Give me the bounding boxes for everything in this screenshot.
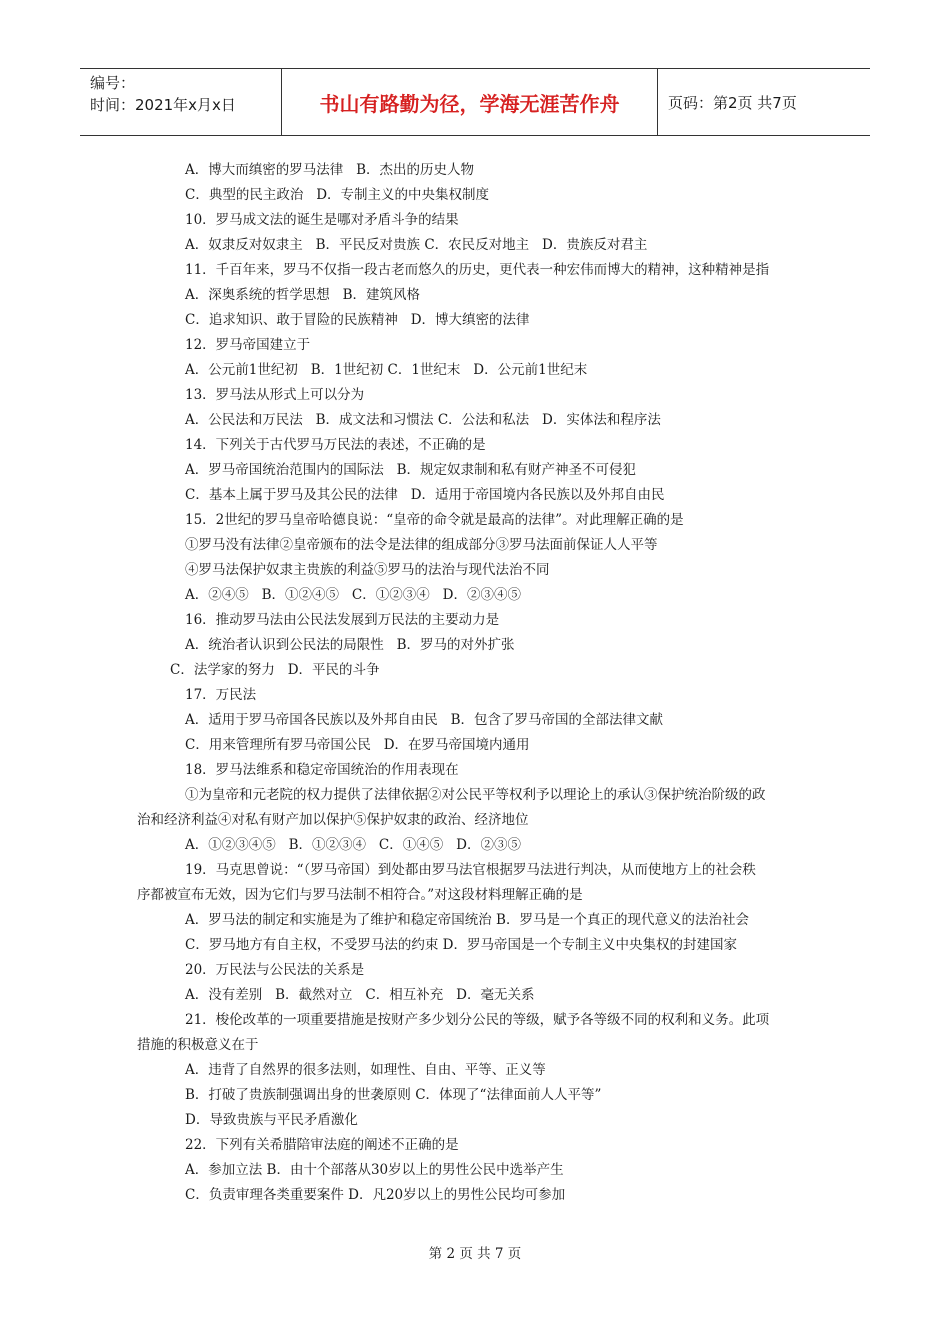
text-line: C．追求知识、敢于冒险的民族精神 D．博大缜密的法律 xyxy=(185,312,530,328)
text-line: A．适用于罗马帝国各民族以及外邦自由民 B．包含了罗马帝国的全部法律文献 xyxy=(185,712,664,728)
number-label: 编号： xyxy=(90,74,136,92)
text-line: A．公元前1世纪初 B．1世纪初 C．1世纪末 D．公元前1世纪末 xyxy=(185,362,588,378)
text-line: ①为皇帝和元老院的权力提供了法律依据②对公民平等权利予以理论上的承认③保护统治阶级的政 xyxy=(185,787,766,803)
text-line: 11．千百年来，罗马不仅指一段古老而悠久的历史，更代表一种宏伟而博大的精神，这种精神是指 xyxy=(185,262,770,278)
text-line: C．罗马地方有自主权，不受罗马法的约束 D．罗马帝国是一个专制主义中央集权的封建国家 xyxy=(185,937,737,953)
page-footer: 第 2 页 共 7 页 xyxy=(428,1246,522,1262)
text-line: A．统治者认识到公民法的局限性 B．罗马的对外扩张 xyxy=(185,637,515,653)
text-line: A．博大而缜密的罗马法律 B．杰出的历史人物 xyxy=(185,162,475,178)
text-line: ④罗马法保护奴隶主贵族的利益⑤罗马的法治与现代法治不同 xyxy=(185,562,550,578)
text-line: 13．罗马法从形式上可以分为 xyxy=(185,387,365,403)
header-motto: 书山有路勤为径，学海无涯苦作舟 xyxy=(282,69,658,135)
page-header xyxy=(80,68,870,136)
text-line: D．导致贵族与平民矛盾激化 xyxy=(185,1112,358,1128)
text-line: 22．下列有关希腊陪审法庭的阐述不正确的是 xyxy=(185,1137,459,1153)
text-line: A．参加立法 B．由十个部落从30岁以上的男性公民中选举产生 xyxy=(185,1162,564,1178)
time-label: 时间：2021年x月x日 xyxy=(90,96,236,114)
text-line: A．没有差别 B．截然对立 C．相互补充 D．毫无关系 xyxy=(185,987,535,1003)
text-line: 治和经济利益④对私有财产加以保护⑤保护奴隶的政治、经济地位 xyxy=(137,812,529,828)
text-line: A．罗马法的制定和实施是为了维护和稳定帝国统治 B．罗马是一个真正的现代意义的法治社会 xyxy=(185,912,749,928)
text-line: 20．万民法与公民法的关系是 xyxy=(185,962,365,978)
text-line: 12．罗马帝国建立于 xyxy=(185,337,311,353)
text-line: A．②④⑤ B．①②④⑤ C．①②③④ D．②③④⑤ xyxy=(185,587,521,603)
text-line: C．用来管理所有罗马帝国公民 D．在罗马帝国境内通用 xyxy=(185,737,530,753)
text-line: 15．2世纪的罗马皇帝哈德良说：“皇帝的命令就是最高的法律”。对此理解正确的是 xyxy=(185,512,684,528)
text-line: A．①②③④⑤ B．①②③④ C．①④⑤ D．②③⑤ xyxy=(185,837,521,853)
document-body xyxy=(0,158,950,1208)
header-meta xyxy=(80,69,282,135)
text-line: 21．梭伦改革的一项重要措施是按财产多少划分公民的等级，赋予各等级不同的权利和义务。此项 xyxy=(185,1012,770,1028)
text-line: 14．下列关于古代罗马万民法的表述，不正确的是 xyxy=(185,437,486,453)
text-line: 18．罗马法维系和稳定帝国统治的作用表现在 xyxy=(185,762,459,778)
text-line: B．打破了贵族制强调出身的世袭原则 C．体现了“法律面前人人平等” xyxy=(185,1087,602,1103)
text-line: 16．推动罗马法由公民法发展到万民法的主要动力是 xyxy=(185,612,500,628)
text-line: A．罗马帝国统治范围内的国际法 B．规定奴隶制和私有财产神圣不可侵犯 xyxy=(185,462,637,478)
text-line: 措施的积极意义在于 xyxy=(137,1037,259,1053)
text-line: A．违背了自然界的很多法则，如理性、自由、平等、正义等 xyxy=(185,1062,546,1078)
text-line: 序都被宣布无效，因为它们与罗马法制不相符合。”对这段材料理解正确的是 xyxy=(137,887,583,903)
text-line: ①罗马没有法律②皇帝颁布的法令是法律的组成部分③罗马法面前保证人人平等 xyxy=(185,537,658,553)
text-line: C．典型的民主政治 D．专制主义的中央集权制度 xyxy=(185,187,490,203)
text-line: C．法学家的努力 D．平民的斗争 xyxy=(170,662,380,678)
text-line: 19．马克思曾说：“（罗马帝国）到处都由罗马法官根据罗马法进行判决，从而使地方上的社会秩 xyxy=(185,862,756,878)
header-page-info: 页码：第2页 共7页 xyxy=(668,93,797,112)
text-line: 10．罗马成文法的诞生是哪对矛盾斗争的结果 xyxy=(185,212,459,228)
text-line: C．基本上属于罗马及其公民的法律 D．适用于帝国境内各民族以及外邦自由民 xyxy=(185,487,665,503)
text-line: 17．万民法 xyxy=(185,687,257,703)
text-line: C．负责审理各类重要案件 D．凡20岁以上的男性公民均可参加 xyxy=(185,1187,566,1203)
text-line: A．深奥系统的哲学思想 B．建筑风格 xyxy=(185,287,421,303)
text-line: A．公民法和万民法 B．成文法和习惯法 C．公法和私法 D．实体法和程序法 xyxy=(185,412,661,428)
text-line: A．奴隶反对奴隶主 B．平民反对贵族 C．农民反对地主 D．贵族反对君主 xyxy=(185,237,648,253)
